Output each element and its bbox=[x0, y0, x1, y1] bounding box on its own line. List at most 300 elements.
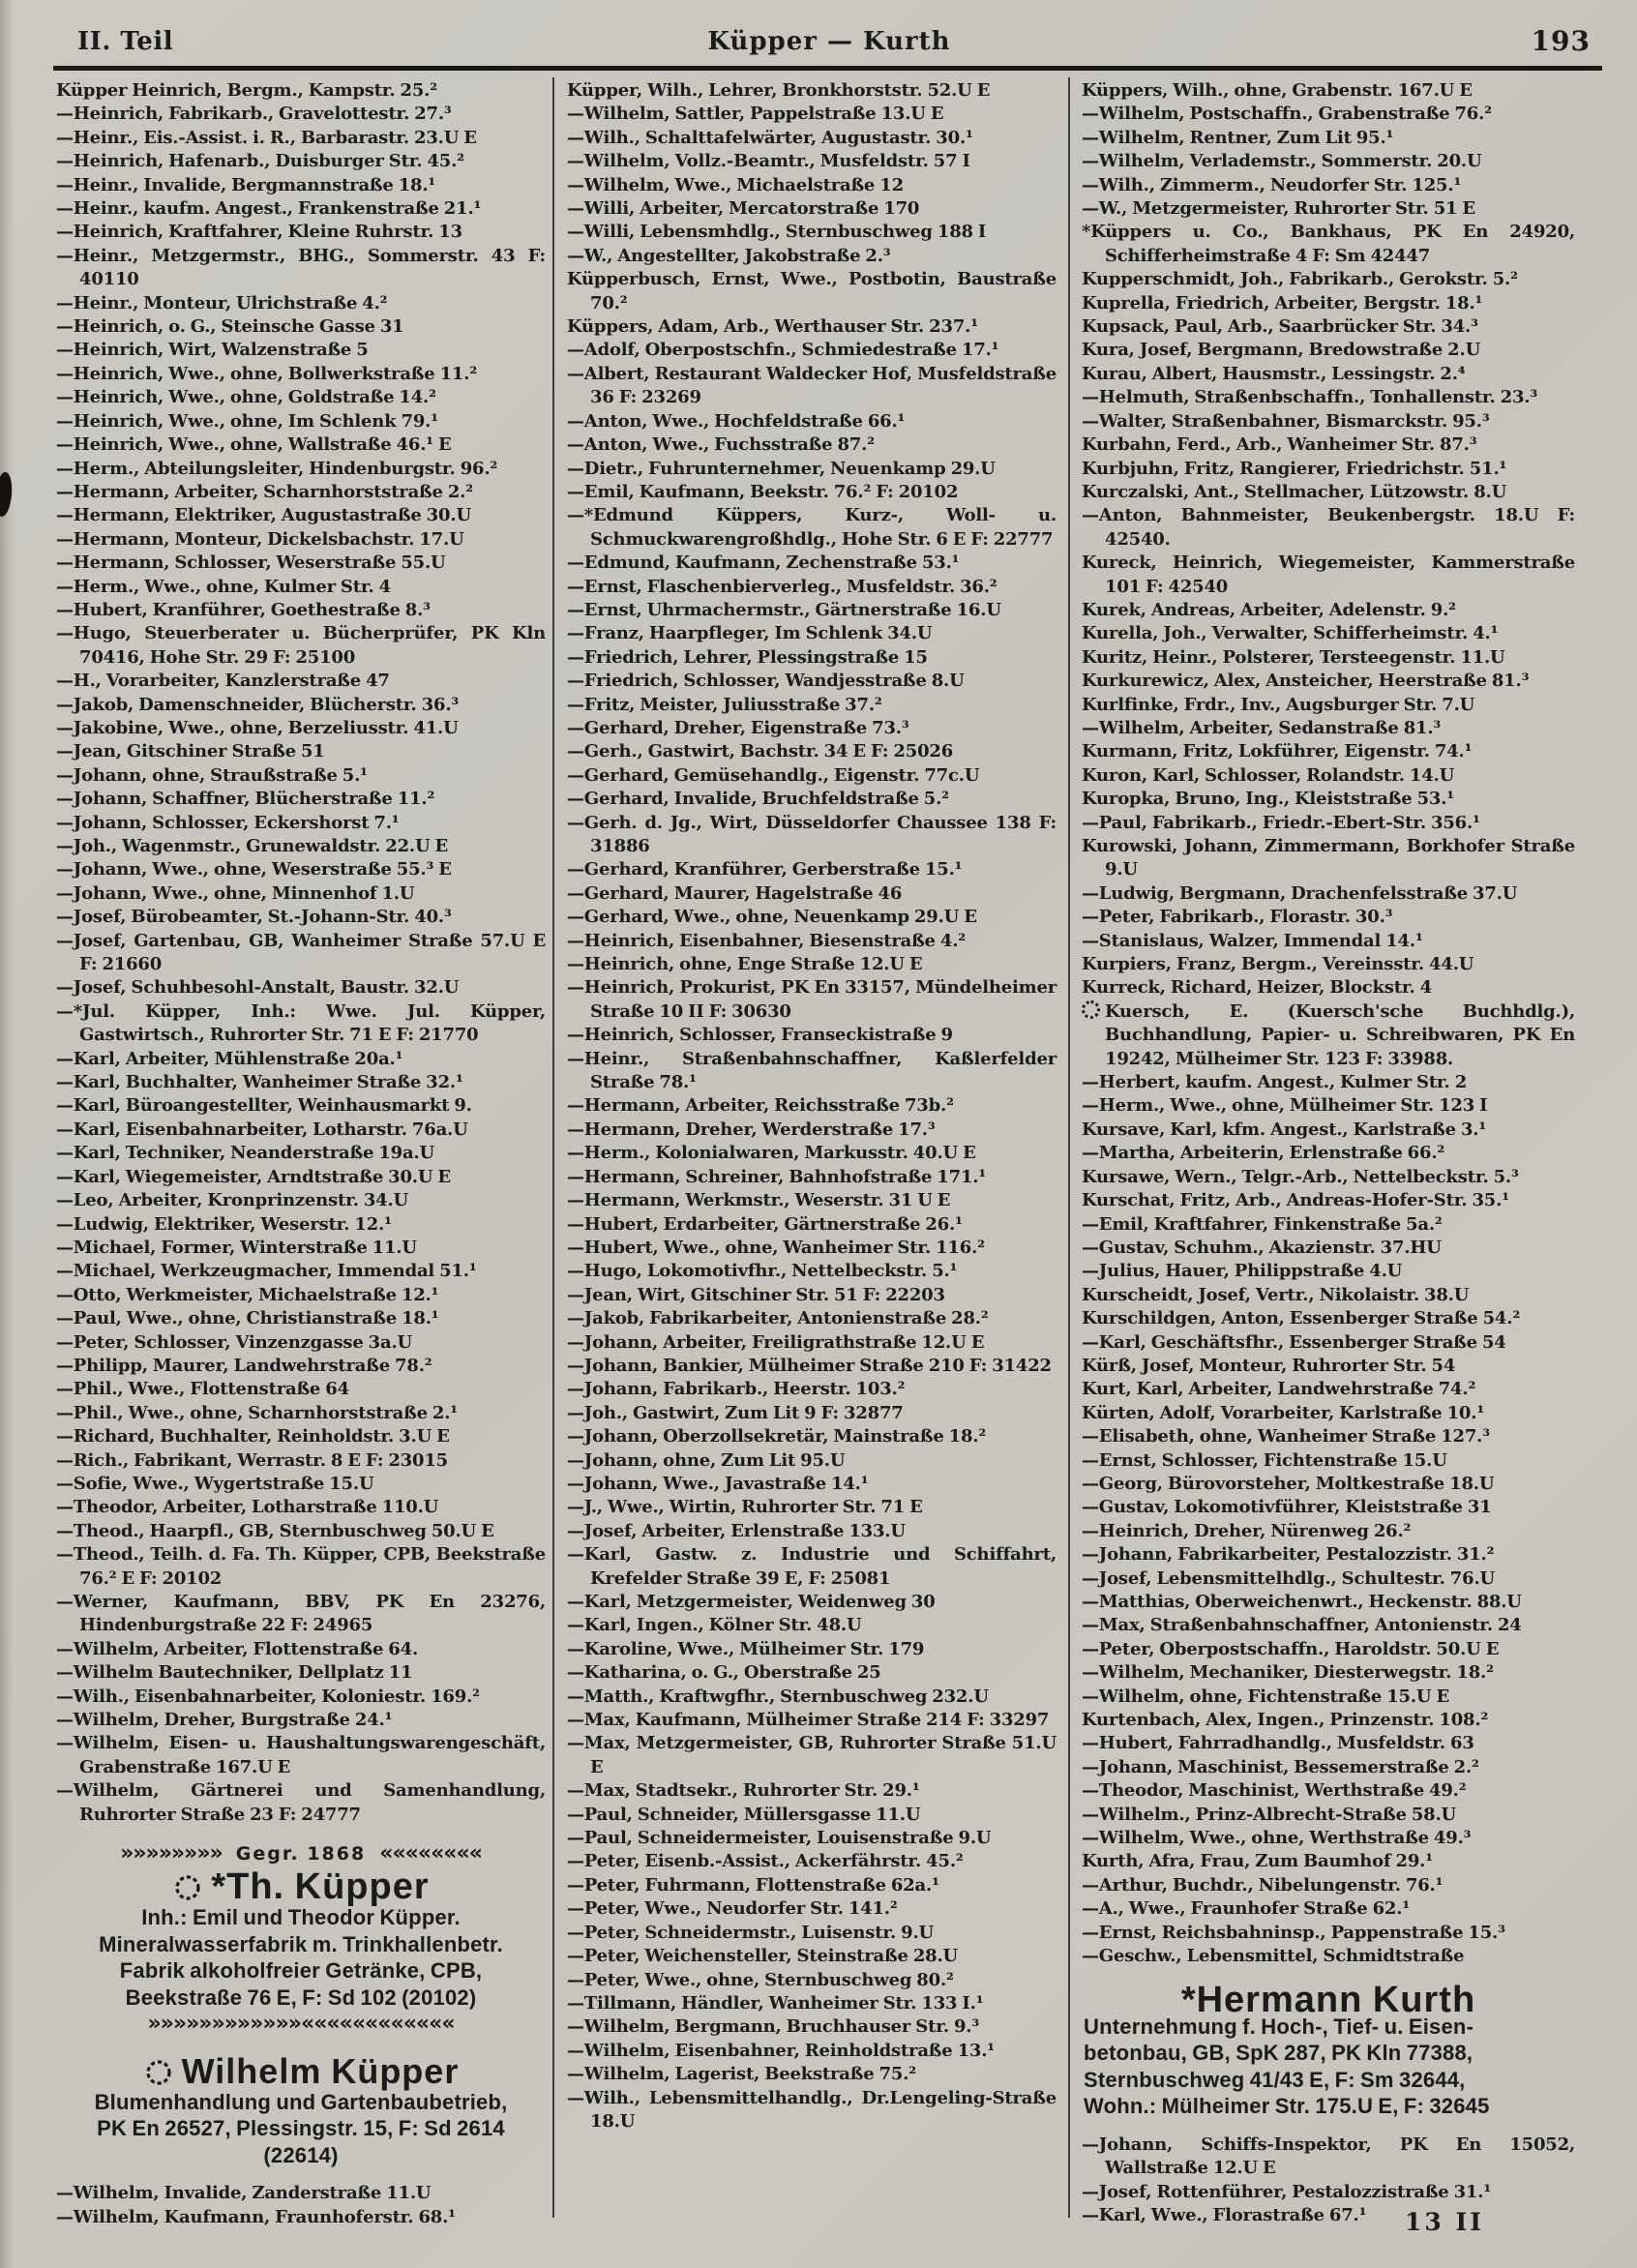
directory-entry bbox=[567, 858, 1057, 881]
directory-entry bbox=[567, 1520, 1057, 1543]
directory-entry bbox=[1082, 1071, 1575, 1094]
entry-text: —Gerhard, Gemüsehandlg., Eigenstr. 77c.U bbox=[567, 764, 980, 786]
entry-text: —Emil, Kaufmann, Beekstr. 76.² F: 20102 bbox=[567, 481, 959, 502]
wreath-icon bbox=[143, 2056, 174, 2087]
directory-entry bbox=[1082, 315, 1575, 339]
entry-text: —Ernst, Schlosser, Fichtenstraße 15.U bbox=[1082, 1449, 1447, 1471]
directory-entry bbox=[1082, 268, 1575, 291]
directory-entry bbox=[567, 930, 1057, 953]
wilhelm-kuepper-ad bbox=[56, 2052, 546, 2169]
entry-text: —Matth., Kraftwgfhr., Sternbuschweg 232.U bbox=[567, 1686, 989, 1707]
directory-entry bbox=[567, 197, 1057, 221]
entry-text: —Peter, Fabrikarb., Florastr. 30.³ bbox=[1082, 907, 1393, 928]
entry-text: Kürten, Adolf, Vorarbeiter, Karlstraße 10.¹ bbox=[1082, 1402, 1484, 1423]
directory-entry bbox=[1082, 386, 1575, 409]
entry-text: —Hermann, Monteur, Dickelsbachstr. 17.U bbox=[56, 528, 464, 550]
ad-title bbox=[56, 1866, 546, 1908]
directory-entry bbox=[567, 1732, 1057, 1779]
entry-text: —Heinrich, Wwe., ohne, Bollwerkstraße 11.² bbox=[56, 363, 477, 384]
entry-text: —Wilhelm, Verlademstr., Sommerstr. 20.U bbox=[1082, 151, 1482, 172]
entry-text: Kürß, Josef, Monteur, Ruhrorter Str. 54 bbox=[1082, 1355, 1456, 1376]
entry-text: —Herm., Abteilungsleiter, Hindenburgstr. 96.² bbox=[56, 458, 498, 479]
entry-text: —Hermann, Arbeiter, Reichsstraße 73b.² bbox=[567, 1095, 954, 1117]
entry-text: —Hermann, Werkmstr., Weserstr. 31 U E bbox=[567, 1190, 951, 1211]
entry-text: —Paul, Schneider, Müllersgasse 11.U bbox=[567, 1804, 921, 1825]
directory-entry bbox=[56, 1331, 546, 1355]
entry-text: —Leo, Arbeiter, Kronprinzenstr. 34.U bbox=[56, 1190, 409, 1211]
entry-text: —Michael, Former, Winterstraße 11.U bbox=[56, 1237, 417, 1258]
entry-text: —Ernst, Reichsbahninsp., Pappenstraße 15.³ bbox=[1082, 1922, 1505, 1943]
page-number: 193 bbox=[1531, 25, 1591, 57]
guide-words: Küpper — Kurth bbox=[707, 27, 951, 56]
entry-text: —Jakob, Fabrikarbeiter, Antonienstraße 28.² bbox=[567, 1308, 989, 1329]
entry-text: —Karoline, Wwe., Mülheimer Str. 179 bbox=[567, 1638, 925, 1659]
directory-entry bbox=[1082, 79, 1575, 103]
directory-entry bbox=[56, 1237, 546, 1260]
entry-text: —Jakobine, Wwe., ohne, Berzeliusstr. 41.U bbox=[56, 717, 459, 738]
ad-text-line: Fabrik alkoholfreier Getränke, CPB, bbox=[119, 1958, 483, 1984]
entry-text: —Gustav, Lokomotivführer, Kleiststraße 31 bbox=[1082, 1497, 1492, 1518]
directory-entry bbox=[56, 103, 546, 126]
entry-text: —Elisabeth, ohne, Wanheimer Straße 127.³ bbox=[1082, 1426, 1490, 1447]
entry-text: —Joh., Wagenmstr., Grunewaldstr. 22.U E bbox=[56, 836, 449, 856]
directory-entry bbox=[1082, 1779, 1575, 1803]
directory-entry bbox=[1082, 1142, 1575, 1165]
entry-text: —Jean, Wirt, Gitschiner Str. 51 F: 22203 bbox=[567, 1284, 945, 1305]
entry-text: —Johann, Wwe., Javastraße 14.¹ bbox=[567, 1473, 869, 1494]
entry-text: —Josef, Schuhbesohl-Anstalt, Baustr. 32.U bbox=[56, 977, 460, 999]
entry-text: Kura, Josef, Bergmann, Bredowstraße 2.U bbox=[1082, 340, 1481, 361]
entry-text: —H., Vorarbeiter, Kanzlerstraße 47 bbox=[56, 671, 390, 692]
entry-text: —Johann, Bankier, Mülheimer Straße 210 F: 31422 bbox=[567, 1355, 1052, 1376]
directory-entry bbox=[567, 1355, 1057, 1378]
entry-text: —Johann, Maschinist, Bessemerstraße 2.² bbox=[1082, 1756, 1479, 1777]
entry-text: Kurschildgen, Anton, Essenberger Straße 54.² bbox=[1082, 1308, 1521, 1329]
signature-mark: 13 II bbox=[1405, 2208, 1484, 2236]
entry-text: —Peter, Eisenb.-Assist., Ackerfährstr. 45.² bbox=[567, 1851, 964, 1872]
entry-text: —Georg, Bürovorsteher, Moltkestraße 18.U bbox=[1082, 1473, 1495, 1494]
directory-entry bbox=[56, 458, 546, 481]
entry-text: —Karl, Eisenbahnarbeiter, Lotharstr. 76a.U bbox=[56, 1119, 468, 1140]
directory-entry bbox=[567, 1850, 1057, 1873]
ad-title-text: *Th. Küpper bbox=[211, 1866, 430, 1908]
directory-entry bbox=[1082, 1756, 1575, 1779]
directory-entry bbox=[1082, 1213, 1575, 1237]
entry-text: —Wilhelm, Wwe., ohne, Werthstraße 49.³ bbox=[1082, 1828, 1472, 1849]
entry-text: —Franz, Haarpfleger, Im Schlenk 34.U bbox=[567, 623, 933, 644]
directory-entry bbox=[567, 1922, 1057, 1945]
directory-entry bbox=[1082, 2134, 1575, 2181]
directory-entry bbox=[56, 1591, 546, 1638]
entry-text: —Gustav, Schuhm., Akazienstr. 37.HU bbox=[1082, 1237, 1442, 1258]
entry-text: Kurlfinke, Frdr., Inv., Augsburger Str. 7.U bbox=[1082, 694, 1475, 715]
entry-text: Küpper Heinrich, Bergm., Kampstr. 25.² bbox=[56, 80, 437, 101]
section-label: II. Teil bbox=[77, 27, 174, 56]
directory-entry bbox=[56, 552, 546, 575]
directory-entry bbox=[1082, 339, 1575, 362]
entry-text: —Jean, Gitschiner Straße 51 bbox=[56, 741, 325, 762]
entry-text: —Wilhelm, ohne, Fichtenstraße 15.U E bbox=[1082, 1686, 1450, 1707]
directory-entry bbox=[567, 1638, 1057, 1661]
entry-text: —Heinr., kaufm. Angest., Frankenstraße 21.¹ bbox=[56, 198, 482, 220]
entry-text: Kurbjuhn, Fritz, Rangierer, Friedrichstr. 51.¹ bbox=[1082, 458, 1507, 479]
entry-text: Kurowski, Johann, Zimmermann, Borkhofer Straße 9.U bbox=[1082, 836, 1575, 880]
directory-entry bbox=[567, 1945, 1057, 1968]
directory-entry bbox=[567, 1024, 1057, 1047]
entry-text: —Wilhelm., Prinz-Albrecht-Straße 58.U bbox=[1082, 1804, 1457, 1825]
entry-text: —Heinrich, Wirt, Walzenstraße 5 bbox=[56, 340, 369, 361]
directory-entry bbox=[567, 1425, 1057, 1448]
directory-entry bbox=[56, 717, 546, 740]
entry-text: —Tillmann, Händler, Wanheimer Str. 133 I.¹ bbox=[567, 1992, 984, 2014]
entry-text: —Gerhard, Wwe., ohne, Neuenkamp 29.U E bbox=[567, 907, 977, 928]
entry-text: —Peter, Schneidermstr., Luisenstr. 9.U bbox=[567, 1922, 935, 1943]
entry-text: Kupsack, Paul, Arb., Saarbrücker Str. 34.³ bbox=[1082, 316, 1478, 338]
column-3 bbox=[1082, 79, 1575, 2228]
directory-entry bbox=[1082, 1496, 1575, 1519]
ad-text-line: Wohn.: Mülheimer Str. 175.U E, F: 32645 bbox=[1084, 2094, 1490, 2119]
directory-entry bbox=[56, 2182, 546, 2205]
entry-text: —Gerhard, Maurer, Hagelstraße 46 bbox=[567, 882, 903, 904]
directory-entry bbox=[56, 1166, 546, 1189]
directory-entry bbox=[1082, 764, 1575, 788]
entry-text: —Josef, Gartenbau, GB, Wanheimer Straße 57.U E F: 21660 bbox=[56, 930, 546, 975]
directory-entry bbox=[56, 976, 546, 1000]
entry-text: —Heinrich, Kraftfahrer, Kleine Ruhrstr. 13 bbox=[56, 222, 462, 243]
directory-entry bbox=[1082, 2181, 1575, 2204]
ad-text-line: Beekstraße 76 E, F: Sd 102 (20102) bbox=[125, 1984, 477, 2010]
directory-entry bbox=[1082, 1473, 1575, 1496]
directory-entry bbox=[567, 670, 1057, 693]
directory-entry bbox=[56, 127, 546, 150]
directory-entry bbox=[56, 1307, 546, 1330]
entry-text: *Küppers u. Co., Bankhaus, PK En 24920, Schifferheimstraße 4 F: Sm 42447 bbox=[1082, 222, 1575, 266]
directory-entry bbox=[567, 1166, 1057, 1189]
ornament-text: Gegr. 1868 bbox=[235, 1843, 367, 1865]
th-kuepper-ad bbox=[56, 1842, 546, 2037]
entry-text: —Peter, Weichensteller, Steinstraße 28.U bbox=[567, 1946, 959, 1967]
directory-entry bbox=[567, 458, 1057, 481]
entry-text: —Herm., Wwe., ohne, Kulmer Str. 4 bbox=[56, 576, 391, 597]
entry-text: Kurczalski, Ant., Stellmacher, Lützowstr. 8.U bbox=[1082, 481, 1507, 502]
directory-entry bbox=[56, 906, 546, 929]
directory-entry bbox=[567, 504, 1057, 552]
directory-entry bbox=[567, 717, 1057, 740]
entry-text: —*Edmund Küppers, Kurz-, Woll- u. Schmuckwarengroßhdlg., Hohe Str. 6 E F: 22777 bbox=[567, 505, 1057, 550]
entry-text: —Jakob, Damenschneider, Blücherstr. 36.³ bbox=[56, 694, 460, 715]
entry-text: —Heinrich, Wwe., ohne, Wallstraße 46.¹ E bbox=[56, 434, 452, 456]
directory-entry bbox=[56, 292, 546, 315]
directory-entry bbox=[1082, 1307, 1575, 1330]
entry-text: —Johann, Oberzollsekretär, Mainstraße 18.² bbox=[567, 1426, 987, 1447]
entry-text: —Wilh., Lebensmittelhandlg., Dr.Lengeling-Straße 18.U bbox=[567, 2087, 1057, 2132]
entry-text: —Stanislaus, Walzer, Immendal 14.¹ bbox=[1082, 930, 1423, 951]
directory-entry bbox=[56, 1425, 546, 1448]
entry-text: —Wilhelm, Rentner, Zum Lit 95.¹ bbox=[1082, 127, 1394, 148]
entry-text: —Wilhelm, Eisenbahner, Reinholdstraße 13.¹ bbox=[567, 2040, 995, 2061]
directory-entry bbox=[567, 410, 1057, 433]
directory-entry bbox=[567, 1543, 1057, 1591]
entry-text: —Adolf, Oberpostschfn., Schmiedestraße 17.¹ bbox=[567, 340, 999, 361]
entry-text: Kurbahn, Ferd., Arb., Wanheimer Str. 87.³ bbox=[1082, 434, 1477, 456]
ad-title bbox=[1082, 1979, 1575, 2020]
entry-text: —Josef, Arbeiter, Erlenstraße 133.U bbox=[567, 1520, 906, 1541]
directory-entry bbox=[1082, 174, 1575, 197]
entry-text: —Wilhelm, Gärtnerei und Samenhandlung, Ruhrorter Straße 23 F: 24777 bbox=[56, 1780, 546, 1825]
directory-entry bbox=[567, 1874, 1057, 1897]
directory-entry bbox=[1082, 1425, 1575, 1448]
entry-text: Kurreck, Richard, Heizer, Blockstr. 4 bbox=[1082, 977, 1432, 999]
directory-entry bbox=[1082, 1922, 1575, 1945]
directory-entry bbox=[567, 1449, 1057, 1473]
directory-entry bbox=[567, 315, 1057, 339]
entry-text: —Paul, Wwe., ohne, Christianstraße 18.¹ bbox=[56, 1308, 439, 1329]
entry-text: —Gerh. d. Jg., Wirt, Düsseldorfer Chaussee 138 F: 31886 bbox=[567, 812, 1057, 856]
directory-entry bbox=[567, 882, 1057, 906]
directory-entry bbox=[1082, 363, 1575, 386]
directory-entry bbox=[567, 1260, 1057, 1283]
directory-entry bbox=[1082, 953, 1575, 976]
entry-text: —Phil., Wwe., Flottenstraße 64 bbox=[56, 1379, 349, 1400]
entry-text: —Hermann, Dreher, Werderstraße 17.³ bbox=[567, 1119, 936, 1140]
ornament-divider bbox=[56, 2013, 546, 2036]
entry-text: Küpperbusch, Ernst, Wwe., Postbotin, Baustraße 70.² bbox=[567, 269, 1057, 313]
directory-entry bbox=[1082, 197, 1575, 221]
directory-entry bbox=[1082, 788, 1575, 811]
entry-text: —Hubert, Wwe., ohne, Wanheimer Str. 116.² bbox=[567, 1237, 985, 1258]
directory-entry bbox=[56, 1284, 546, 1307]
entry-text: Kurella, Joh., Verwalter, Schifferheimstr. 4.¹ bbox=[1082, 623, 1499, 644]
directory-entry bbox=[1082, 1449, 1575, 1473]
directory-entry bbox=[1082, 622, 1575, 645]
entry-text: —Paul, Fabrikarb., Friedr.-Ebert-Str. 356.¹ bbox=[1082, 812, 1480, 833]
directory-entry bbox=[1082, 1614, 1575, 1637]
directory-entry bbox=[56, 221, 546, 244]
entry-text: —Willi, Lebensmhdlg., Sternbuschweg 188 I bbox=[567, 222, 987, 243]
entry-text: —Wilhelm, Eisen- u. Haushaltungswarengeschäft, Grabenstraße 167.U E bbox=[56, 1733, 546, 1777]
directory-entry bbox=[567, 1614, 1057, 1637]
directory-entry bbox=[1082, 1804, 1575, 1827]
entry-text: —Josef, Bürobeamter, St.-Johann-Str. 40.³ bbox=[56, 907, 452, 928]
entry-text: —Friedrich, Schlosser, Wandjesstraße 8.U bbox=[567, 671, 965, 692]
directory-entry bbox=[567, 552, 1057, 575]
entry-text: —Wilhelm, Postschaffn., Grabenstraße 76.² bbox=[1082, 104, 1492, 125]
directory-entry bbox=[567, 740, 1057, 763]
entry-text: —Heinrich, Hafenarb., Duisburger Str. 45.² bbox=[56, 151, 464, 172]
entry-text: —Michael, Werkzeugmacher, Immendal 51.¹ bbox=[56, 1261, 477, 1282]
directory-entry bbox=[1082, 433, 1575, 457]
directory-entry bbox=[1082, 1543, 1575, 1567]
entry-text: —Anton, Bahnmeister, Beukenbergstr. 18.U F: 42540. bbox=[1082, 505, 1575, 550]
ad-text-line: (22614) bbox=[263, 2142, 339, 2167]
entry-text: Kuprella, Friedrich, Arbeiter, Bergstr. 18.¹ bbox=[1082, 292, 1483, 313]
entry-text: —Albert, Restaurant Waldecker Hof, Musfeldstraße 36 F: 23269 bbox=[567, 363, 1057, 408]
directory-entry bbox=[56, 1071, 546, 1094]
directory-entry bbox=[1082, 2204, 1575, 2227]
directory-entry bbox=[56, 1378, 546, 1401]
entry-text: —Geschw., Lebensmittel, Schmidtstraße bbox=[1082, 1946, 1465, 1967]
entry-text: —Hermann, Elektriker, Augustastraße 30.U bbox=[56, 505, 471, 526]
directory-entry bbox=[1082, 694, 1575, 717]
ad-text-line: Mineralwasserfabrik m. Trinkhallenbetr. bbox=[99, 1931, 503, 1956]
directory-entry bbox=[56, 339, 546, 362]
entry-text: —Theodor, Maschinist, Werthstraße 49.² bbox=[1082, 1780, 1467, 1802]
column-1 bbox=[56, 79, 546, 2229]
directory-entry bbox=[1082, 481, 1575, 504]
directory-entry bbox=[56, 812, 546, 835]
entry-text: —Heinr., Eis.-Assist. i. R., Barbarastr. 23.U E bbox=[56, 127, 477, 148]
directory-entry bbox=[56, 1732, 546, 1779]
directory-entry bbox=[56, 433, 546, 457]
entry-text: Küppers, Adam, Arb., Werthauser Str. 237.¹ bbox=[567, 316, 978, 338]
entry-text: —Werner, Kaufmann, BBV, PK En 23276, Hindenburgstraße 22 F: 24965 bbox=[56, 1592, 546, 1636]
directory-entry bbox=[1082, 1661, 1575, 1685]
entry-text: —Theod., Teilh. d. Fa. Th. Küpper, CPB, Beekstraße 76.² E F: 20102 bbox=[56, 1544, 546, 1589]
wreath-icon bbox=[1082, 1000, 1100, 1019]
directory-entry bbox=[56, 670, 546, 693]
directory-entry bbox=[567, 646, 1057, 670]
ornament-divider bbox=[56, 1842, 546, 1865]
entry-text: —Sofie, Wwe., Wygertstraße 15.U bbox=[56, 1473, 374, 1494]
entry-text: —Joh., Gastwirt, Zum Lit 9 F: 32877 bbox=[567, 1402, 904, 1423]
directory-entry bbox=[56, 599, 546, 622]
entry-text: —Dietr., Fuhrunternehmer, Neuenkamp 29.U bbox=[567, 458, 996, 479]
directory-entry bbox=[56, 1189, 546, 1212]
directory-entry bbox=[56, 197, 546, 221]
entry-text: —Hermann, Arbeiter, Scharnhorststraße 2.² bbox=[56, 481, 473, 502]
directory-entry bbox=[567, 127, 1057, 150]
entry-text: —Katharina, o. G., Oberstraße 25 bbox=[567, 1662, 881, 1684]
directory-entry bbox=[1082, 1686, 1575, 1709]
entry-text: —Wilhelm, Wwe., Michaelstraße 12 bbox=[567, 174, 904, 195]
entry-text: —Karl, Buchhalter, Wanheimer Straße 32.¹ bbox=[56, 1072, 463, 1093]
entry-text: —Max, Kaufmann, Mülheimer Straße 214 F: 33297 bbox=[567, 1710, 1050, 1731]
directory-entry bbox=[567, 1402, 1057, 1425]
directory-entry bbox=[56, 504, 546, 527]
directory-entry bbox=[1082, 835, 1575, 882]
entry-text: —Wilhelm Bautechniker, Dellplatz 11 bbox=[56, 1662, 413, 1684]
entry-text: Kuritz, Heinr., Polsterer, Tersteegenstr. 11.U bbox=[1082, 646, 1505, 668]
entry-text: —Johann, Arbeiter, Freiligrathstraße 12.U E bbox=[567, 1331, 985, 1353]
directory-entry bbox=[567, 1119, 1057, 1142]
directory-entry bbox=[56, 1779, 546, 1827]
entry-text: —Karl, Techniker, Neanderstraße 19a.U bbox=[56, 1143, 434, 1164]
entry-text: —Heinr., Straßenbahnschaffner, Kaßlerfelder Straße 78.¹ bbox=[567, 1048, 1057, 1093]
entry-text: —Karl, Metzgermeister, Weidenweg 30 bbox=[567, 1592, 936, 1612]
directory-entry bbox=[567, 1661, 1057, 1685]
entry-text: —Max, Straßenbahnschaffner, Antonienstr. 24 bbox=[1082, 1615, 1522, 1636]
directory-entry bbox=[56, 1000, 546, 1048]
entry-text: —Richard, Buchhalter, Reinholdstr. 3.U E bbox=[56, 1426, 450, 1447]
column-divider-2 bbox=[1068, 77, 1070, 2218]
entry-text: —Willi, Arbeiter, Mercatorstraße 170 bbox=[567, 198, 920, 220]
entry-text: —Johann, Fabrikarb., Heerstr. 103.² bbox=[567, 1379, 906, 1400]
directory-entry bbox=[1082, 1850, 1575, 1873]
directory-entry bbox=[1082, 1094, 1575, 1118]
ad-text-line: Unternehmung f. Hoch-, Tief- u. Eisen- bbox=[1084, 2014, 1474, 2039]
entry-text: —Heinrich, ohne, Enge Straße 12.U E bbox=[567, 954, 923, 975]
entry-text: —Heinr., Invalide, Bergmannstraße 18.¹ bbox=[56, 174, 436, 195]
entry-text: —Ernst, Flaschenbierverleg., Musfeldstr. 36.² bbox=[567, 576, 997, 597]
directory-entry bbox=[56, 481, 546, 504]
directory-entry bbox=[1082, 930, 1575, 953]
directory-entry bbox=[567, 906, 1057, 929]
directory-entry bbox=[56, 528, 546, 552]
entry-text: —Peter, Schlosser, Vinzenzgasse 3a.U bbox=[56, 1331, 413, 1353]
directory-entry bbox=[1082, 504, 1575, 552]
entry-text: —Hubert, Erdarbeiter, Gärtnerstraße 26.¹ bbox=[567, 1213, 963, 1235]
directory-entry bbox=[567, 245, 1057, 268]
entry-text: —Wilh., Eisenbahnarbeiter, Koloniestr. 169.² bbox=[56, 1686, 480, 1707]
entry-text: —Hermann, Schreiner, Bahnhofstraße 171.¹ bbox=[567, 1166, 987, 1187]
directory-entry bbox=[56, 363, 546, 386]
entry-text: Kurmann, Fritz, Lokführer, Eigenstr. 74.¹ bbox=[1082, 741, 1473, 762]
entry-text: —Heinrich, Fabrikarb., Gravelottestr. 27.³ bbox=[56, 104, 452, 125]
directory-entry bbox=[56, 1473, 546, 1496]
directory-entry bbox=[1082, 976, 1575, 1000]
directory-entry bbox=[56, 576, 546, 599]
entry-text: —Karl, Geschäftsfhr., Essenberger Straße 54 bbox=[1082, 1331, 1506, 1353]
entry-text: —Wilhelm, Dreher, Burgstraße 24.¹ bbox=[56, 1710, 393, 1731]
entry-text: —Karl, Wiegemeister, Arndtstraße 30.U E bbox=[56, 1166, 451, 1187]
entry-text: —W., Metzgermeister, Ruhrorter Str. 51 E bbox=[1082, 198, 1475, 220]
directory-entry bbox=[56, 1048, 546, 1071]
entry-text: —Josef, Rottenführer, Pestalozzistraße 31.¹ bbox=[1082, 2181, 1492, 2202]
page-header bbox=[56, 25, 1602, 64]
directory-entry bbox=[567, 1897, 1057, 1921]
directory-entry bbox=[1082, 717, 1575, 740]
entry-text: Küpper, Wilh., Lehrer, Bronkhorststr. 52.U E bbox=[567, 80, 991, 101]
directory-entry bbox=[567, 1213, 1057, 1237]
directory-entry bbox=[567, 2040, 1057, 2063]
entry-text: —Karl, Büroangestellter, Weinhausmarkt 9. bbox=[56, 1095, 472, 1117]
entry-text: —*Jul. Küpper, Inh.: Wwe. Jul. Küpper, Gastwirtsch., Ruhrorter Str. 71 E F: 21770 bbox=[56, 1000, 546, 1046]
directory-entry bbox=[1082, 1166, 1575, 1189]
entry-text: —Peter, Fuhrmann, Flottenstraße 62a.¹ bbox=[567, 1874, 939, 1895]
entry-text: —Peter, Wwe., ohne, Sternbuschweg 80.² bbox=[567, 1969, 954, 1990]
directory-entry bbox=[1082, 150, 1575, 173]
entry-text: —Max, Stadtsekr., Ruhrorter Str. 29.¹ bbox=[567, 1780, 920, 1802]
directory-entry bbox=[567, 1284, 1057, 1307]
entry-text: —Johann, Wwe., ohne, Minnenhof 1.U bbox=[56, 882, 415, 904]
directory-entry bbox=[56, 150, 546, 173]
arrows-right-icon: »»»»»»»» bbox=[120, 1842, 223, 1866]
directory-entry bbox=[1082, 410, 1575, 433]
entry-text: —Karl, Arbeiter, Mühlenstraße 20a.¹ bbox=[56, 1048, 403, 1069]
directory-entry bbox=[567, 1779, 1057, 1803]
directory-entry bbox=[56, 740, 546, 763]
entry-text: —Herm., Wwe., ohne, Mülheimer Str. 123 I bbox=[1082, 1095, 1488, 1117]
entry-text: —Johann, Schlosser, Eckershorst 7.¹ bbox=[56, 812, 400, 833]
directory-entry bbox=[56, 386, 546, 409]
entry-text: —Wilhelm, Arbeiter, Flottenstraße 64. bbox=[56, 1638, 419, 1659]
directory-entry bbox=[567, 1804, 1057, 1827]
entry-text: —Walter, Straßenbahner, Bismarckstr. 95.³ bbox=[1082, 410, 1490, 432]
directory-entry bbox=[567, 1142, 1057, 1165]
directory-entry bbox=[56, 1496, 546, 1519]
entry-text: Kurscheidt, Josef, Vertr., Nikolaistr. 38.U bbox=[1082, 1284, 1470, 1305]
directory-entry bbox=[56, 174, 546, 197]
directory-entry bbox=[567, 1048, 1057, 1095]
directory-entry bbox=[1082, 1638, 1575, 1661]
entry-text: —Heinr., Monteur, Ulrichstraße 4.² bbox=[56, 292, 388, 313]
entry-text: —Peter, Oberpostschaffn., Haroldstr. 50.U E bbox=[1082, 1638, 1500, 1659]
entry-text: —Wilhelm, Arbeiter, Sedanstraße 81.³ bbox=[1082, 717, 1442, 738]
directory-entry bbox=[1082, 1237, 1575, 1260]
directory-entry bbox=[567, 1189, 1057, 1212]
entry-text: —Johann, ohne, Straußstraße 5.¹ bbox=[56, 764, 368, 786]
entry-text: —Herbert, kaufm. Angest., Kulmer Str. 2 bbox=[1082, 1072, 1468, 1093]
